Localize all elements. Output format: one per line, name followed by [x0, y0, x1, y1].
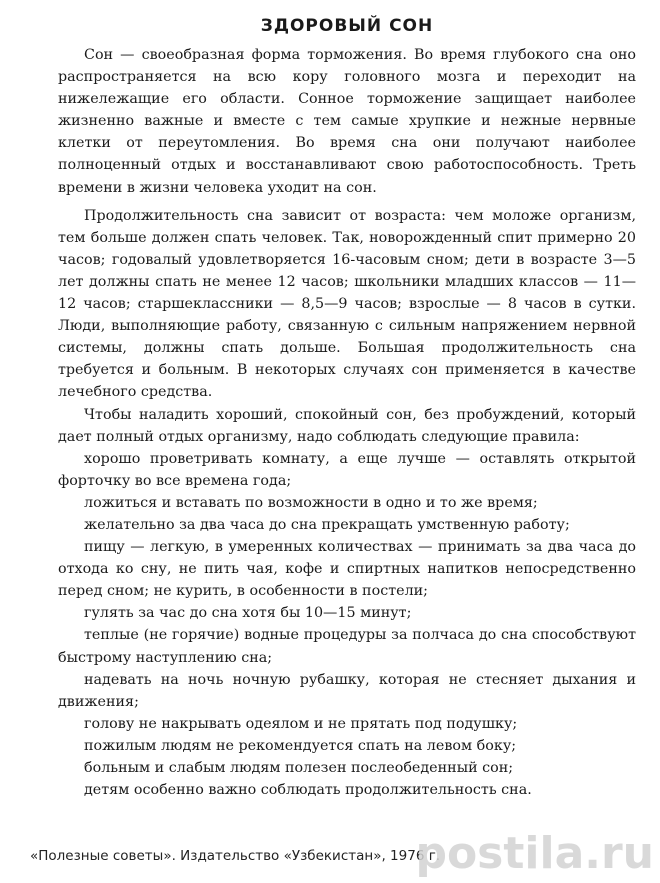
article-title: ЗДОРОВЫЙ СОН — [260, 16, 434, 36]
rule-item: надевать на ночь ночную рубашку, которая не стесняет дыхания и движения; — [58, 671, 636, 710]
rule-item: теплые (не горячие) водные процедуры за полчаса до сна способствуют быстрому наступлению сна; — [58, 627, 636, 666]
rule-item: ложиться и вставать по возможности в одно и то же время; — [84, 494, 538, 511]
article-body — [58, 44, 636, 801]
rule-item: детям особенно важно соблюдать продолжительность сна. — [84, 782, 532, 799]
rule-item: голову не накрывать одеялом и не прятать под подушку; — [84, 715, 518, 732]
rule-item: желательно за два часа до сна прекращать умственную работу; — [84, 516, 570, 533]
watermark-logo: postila.ru — [415, 828, 654, 879]
rule-item: больным и слабым людям полезен послеобеденный сон; — [84, 760, 514, 776]
paragraph-duration: Продолжительность сна зависит от возраста: чем моложе организм, тем больше должен спать человек. Так, новорожденный спит примерно 20 часов; годовалый удовлетворяется 16-часовым сном; дети в возрасте 3—5 лет должны спать не менее 12 часов; школьники младших классов — 11—12 часов; старшеклассники — 8,5—9 часов; взрослые — 8 часов в сутки. Люди, выполняющие работу, связанную с сильным напряжением нервной системы, должны спать дольше. Большая продолжительность сна требуется и больным. В некоторых случаях сон применяется в качестве лечебного средства. — [58, 207, 636, 401]
rule-item: пищу — легкую, в умеренных количествах — принимать за два часа до отхода ко сну, не пить чая, кофе и спиртных напитков непосредственно перед сном; не курить, в особенности в постели; — [58, 539, 636, 600]
rule-item: гулять за час до сна хотя бы 10—15 минут; — [84, 605, 412, 622]
source-citation: «Полезные советы». Издательство «Узбекистан», 1976 г. — [30, 848, 441, 864]
rule-item: пожилым людям не рекомендуется спать на левом боку; — [84, 737, 517, 754]
rule-item: хорошо проветривать комнату, а еще лучше — оставлять открытой форточку во все времена года; — [58, 450, 636, 489]
article — [58, 14, 636, 801]
paragraph-intro: Сон — своеобразная форма торможения. Во время глубокого сна оно распространяется на всю кору головного мозга и переходит на нижележащие его области. Сонное торможение защищает наиболее жизненно важные и вместе с тем самые хрупкие и нежные нервные клетки от переутомления. Во время сна они получают наиболее полноценный отдых и восстанавливают свою работоспособность. Треть времени в жизни человека уходит на сон. — [58, 47, 636, 196]
paragraph-rules-intro: Чтобы наладить хороший, спокойный сон, без пробуждений, который дает полный отдых организму, надо соблюдать следующие правила: — [58, 406, 636, 445]
